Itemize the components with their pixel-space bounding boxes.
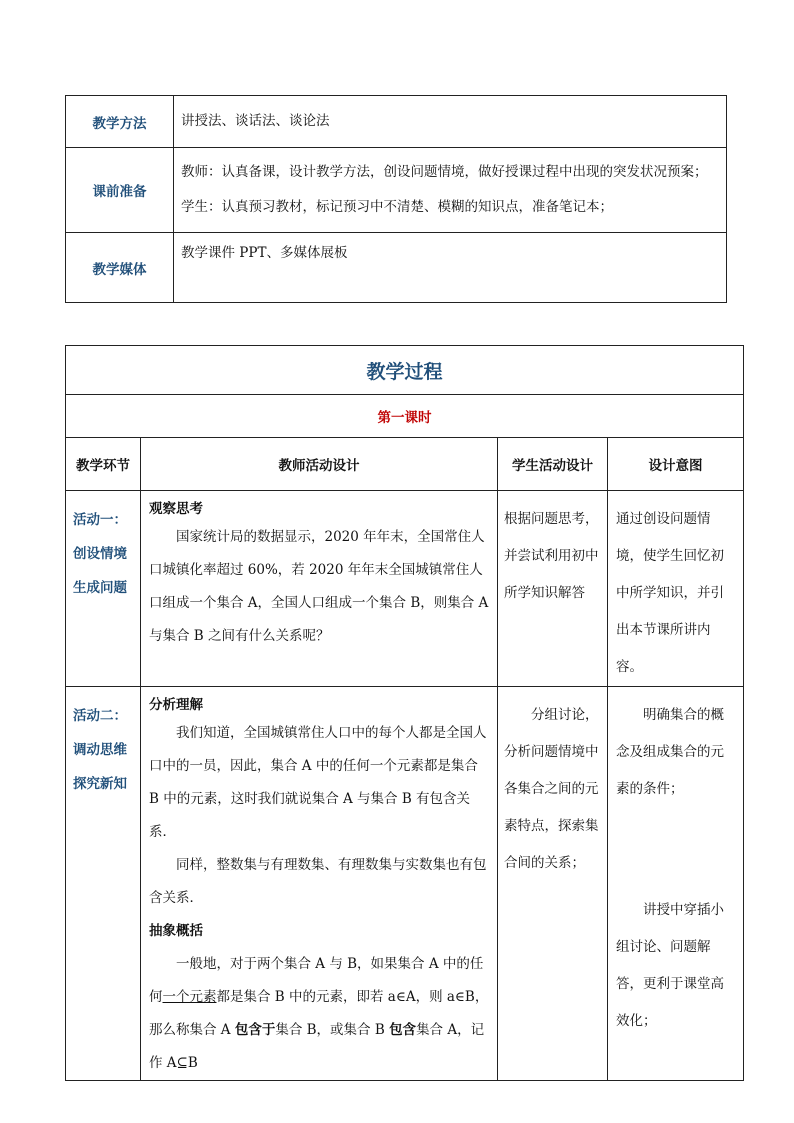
value-method: 讲授法、谈话法、谈论法: [174, 96, 727, 148]
value-prep: [174, 148, 727, 233]
heading-observe: 观察思考: [149, 501, 203, 517]
activity-row-2: [66, 687, 744, 1081]
activity-row-1: [66, 491, 744, 687]
activity-2-teacher: [141, 687, 498, 1081]
label-method: 教学方法: [66, 96, 174, 148]
heading-analysis: 分析理解: [149, 697, 203, 713]
prep-teacher: 教师：认真备课，设计教学方法，创设问题情境，做好授课过程中出现的突发状况预案；: [181, 164, 708, 180]
info-row-media: [66, 233, 727, 303]
process-title: 教学过程: [66, 346, 744, 395]
info-table: [65, 95, 727, 303]
activity-1-label: 活动一： 创设情境 生成问题: [66, 491, 141, 687]
activity-2-intent: 明确集合的概念及组成集合的元素的条件； 讲授中穿插小组讨论、问题解答，更利于课堂高效化；: [608, 687, 744, 1081]
label-media: 教学媒体: [66, 233, 174, 303]
teacher-text-1: 国家统计局的数据显示，2020 年年末，全国常住人口城镇化率超过 60%，若 2020 年年末全国城镇常住人口组成一个集合 A，全国人口组成一个集合 B，则集合 A 与集合 B 之间有什么关系呢？: [149, 529, 489, 644]
info-row-method: [66, 96, 727, 148]
header-teacher: 教师活动设计: [141, 438, 498, 491]
process-table: [65, 345, 744, 1081]
header-student: 学生活动设计: [498, 438, 608, 491]
header-row: [66, 438, 744, 491]
process-subtitle-row: [66, 395, 744, 438]
teacher-text-2b: 同样，整数集与有理数集、有理数集与实数集也有包含关系．: [149, 857, 487, 906]
header-intent: 设计意图: [608, 438, 744, 491]
activity-1-teacher: [141, 491, 498, 687]
activity-1-student: 根据问题思考，并尝试利用初中所学知识解答: [498, 491, 608, 687]
prep-student: 学生：认真预习教材，标记预习中不清楚、模糊的知识点，准备笔记本；: [181, 199, 613, 215]
label-prep: 课前准备: [66, 148, 174, 233]
teacher-text-2a: 我们知道，全国城镇常住人口中的每个人都是全国人口中的一员，因此，集合 A 中的任何一个元素都是集合 B 中的元素，这时我们就说集合 A 与集合 B 有包含关系．: [149, 725, 487, 840]
activity-2-student: 分组讨论，分析问题情境中各集合之间的元素特点，探索集合间的关系；: [498, 687, 608, 1081]
value-media: 教学课件 PPT、多媒体展板: [174, 233, 727, 303]
activity-1-intent: 通过创设问题情境，使学生回忆初中所学知识，并引出本节课所讲内容。: [608, 491, 744, 687]
teacher-text-2c: 一般地，对于两个集合 A 与 B，如果集合 A 中的任何一个元素都是集合 B 中的元素，即若 a∈A，则 a∈B，那么称集合 A 包含于集合 B，或集合 B 包含集合 A，记作 A⊆B: [149, 956, 489, 1071]
info-row-prep: [66, 148, 727, 233]
header-stage: 教学环节: [66, 438, 141, 491]
heading-abstract: 抽象概括: [149, 923, 203, 939]
lesson-subtitle: 第一课时: [66, 395, 744, 438]
process-title-row: [66, 346, 744, 395]
activity-2-label: 活动二： 调动思维 探究新知: [66, 687, 141, 1081]
